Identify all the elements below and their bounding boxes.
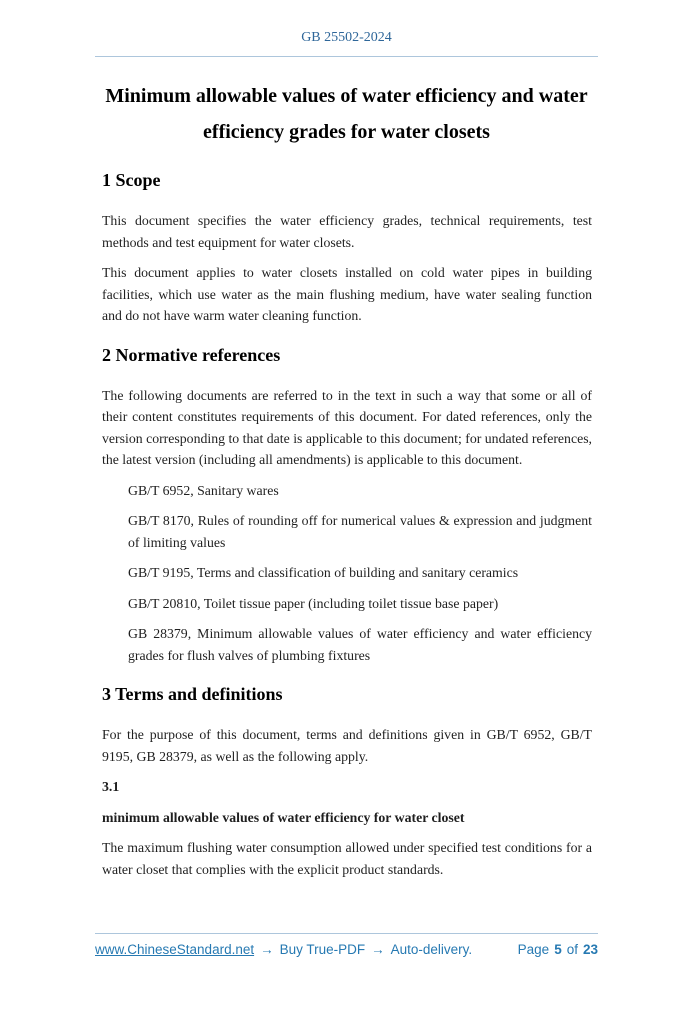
- reference-item-gbt20810: GB/T 20810, Toilet tissue paper (including toilet tissue base paper): [128, 595, 499, 611]
- section-heading-terms-definitions: 3 Terms and definitions: [102, 684, 283, 704]
- term-number: 3.1: [102, 779, 120, 794]
- document-number: GB 25502-2024: [301, 30, 392, 45]
- normative-references-intro: The following documents are referred to in the text in such a way that some or all of their content constitutes requirements of this document. For dated references, only the version corresponding to that date is applicable to this document; for undated references, the latest version (including all amendments) is applicable to this document.: [102, 387, 593, 467]
- document-title-line1: Minimum allowable values of water efficiency and water: [105, 85, 588, 107]
- terms-intro: For the purpose of this document, terms and definitions given in GB/T 6952, GB/T 9195, GB 28379, as well as the following apply.: [102, 727, 592, 764]
- arrow-icon: →: [260, 942, 274, 957]
- arrow-icon: →: [371, 942, 385, 957]
- of-label: of: [566, 942, 578, 957]
- reference-item-gbt6952: GB/T 6952, Sanitary wares: [128, 482, 279, 498]
- footer-promo: [95, 942, 472, 957]
- header-divider: [95, 56, 598, 57]
- page-indicator: [518, 942, 598, 957]
- section-normative-references: [102, 343, 592, 667]
- chinesestandard-link[interactable]: www.ChineseStandard.net: [95, 942, 255, 957]
- footer-buy-text: Buy True-PDF: [279, 942, 366, 957]
- document-title: [70, 78, 623, 150]
- scope-paragraph-2: This document applies to water closets installed on cold water pipes in building facilities, which use water as the main flushing medium, have water sealing function and do not have warm water cleaning function.: [102, 265, 592, 323]
- reference-item-gbt8170: GB/T 8170, Rules of rounding off for numerical values & expression and judgment of limiting values: [128, 513, 592, 550]
- scope-paragraph-1: This document specifies the water efficiency grades, technical requirements, test methods and test equipment for water closets.: [102, 213, 592, 250]
- document-page: [0, 30, 693, 1010]
- page-label: Page: [517, 942, 550, 957]
- section-scope: [102, 168, 592, 327]
- term-name: minimum allowable values of water efficiency for water closet: [102, 809, 465, 825]
- section-heading-normative-references: 2 Normative references: [102, 344, 281, 365]
- reference-item-gb28379: GB 28379, Minimum allowable values of water efficiency and water efficiency grades for flush valves of plumbing fixtures: [128, 626, 592, 663]
- page-current: 5: [554, 942, 562, 957]
- footer-delivery-text: Auto-delivery.: [390, 942, 473, 957]
- page-footer: [95, 933, 598, 957]
- term-definition: The maximum flushing water consumption allowed under specified test conditions for a water closet that complies with the explicit product standards.: [102, 840, 592, 877]
- section-terms-definitions: [102, 682, 592, 880]
- section-heading-scope: 1 Scope: [102, 170, 161, 190]
- page-total: 23: [582, 942, 598, 957]
- document-title-line2: efficiency grades for water closets: [203, 121, 490, 143]
- document-body: [0, 168, 693, 880]
- reference-item-gbt9195: GB/T 9195, Terms and classification of building and sanitary ceramics: [128, 565, 519, 580]
